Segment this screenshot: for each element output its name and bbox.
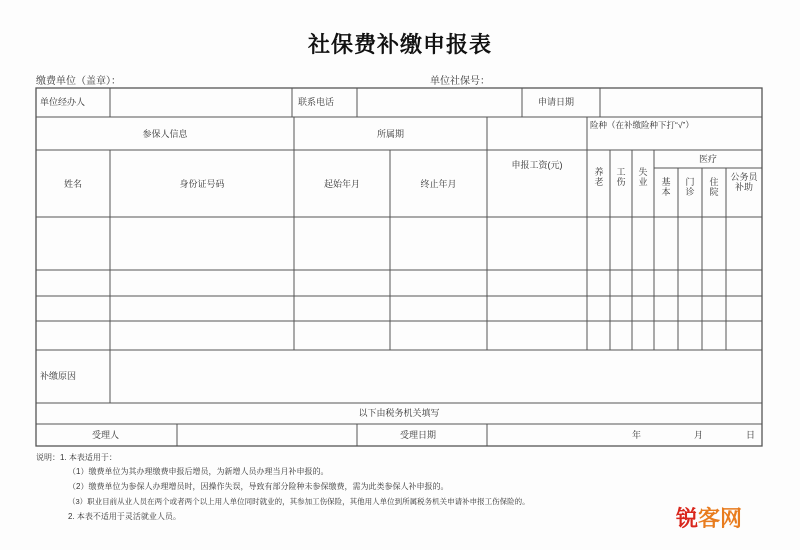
pension-header: 养老	[594, 167, 604, 187]
note-line: （2）缴费单位为参保人办理增员时，因操作失误，导致有部分险种未参保缴费，需为此类参保人补申报的。	[68, 482, 449, 491]
site-watermark: 锐客网	[676, 506, 743, 531]
major-illness-header: 住院	[709, 177, 719, 197]
note-line: 2. 本表不适用于灵活就业人员。	[68, 512, 181, 521]
accept-date-label: 受理日期	[400, 430, 437, 440]
basic-medical-header: 基本	[661, 177, 671, 197]
wage-header: 申报工资(元)	[511, 160, 563, 170]
note-line: 说明：1. 本表适用于：	[36, 453, 117, 462]
unemployment-header: 失业	[638, 167, 648, 187]
handler-label: 单位经办人	[40, 97, 86, 107]
insured-info-header: 参保人信息	[142, 129, 188, 139]
form-title: 社保费补缴申报表	[307, 32, 492, 58]
year-label: 年	[632, 430, 642, 440]
phone-label: 联系电话	[298, 97, 335, 107]
medical-header: 医疗	[698, 154, 717, 164]
payer-unit-label: 缴费单位（盖章）：	[36, 76, 121, 87]
insurance-header: 险种（在补缴险种下打“√”）	[590, 120, 694, 130]
apply-date-label: 申请日期	[538, 97, 575, 107]
name-header: 姓名	[63, 179, 82, 189]
civil-servant-header: 公务员补助	[730, 172, 758, 193]
end-header: 终止年月	[420, 179, 457, 189]
start-header: 起始年月	[323, 179, 360, 189]
id-no-header: 身份证号码	[179, 179, 225, 189]
month-label: 月	[694, 430, 704, 440]
outpatient-header: 门诊	[685, 177, 695, 197]
period-header: 所属期	[376, 129, 404, 139]
reason-label: 补缴原因	[40, 371, 77, 381]
day-label: 日	[746, 430, 756, 440]
injury-header: 工伤	[616, 167, 626, 187]
note-line: （3）职业目前从业人员在两个或者两个以上用人单位同时就业的，其参加工伤保险，其他用人单位到所属税务机关申请补申报工伤保险的。	[68, 497, 530, 506]
unit-social-no-label: 单位社保号：	[430, 76, 490, 87]
receiver-label: 受理人	[92, 430, 120, 440]
tax-section-label: 以下由税务机关填写	[358, 408, 440, 418]
note-line: （1）缴费单位为其办理缴费申报后增员，为新增人员办理当月补申报的。	[68, 467, 329, 476]
